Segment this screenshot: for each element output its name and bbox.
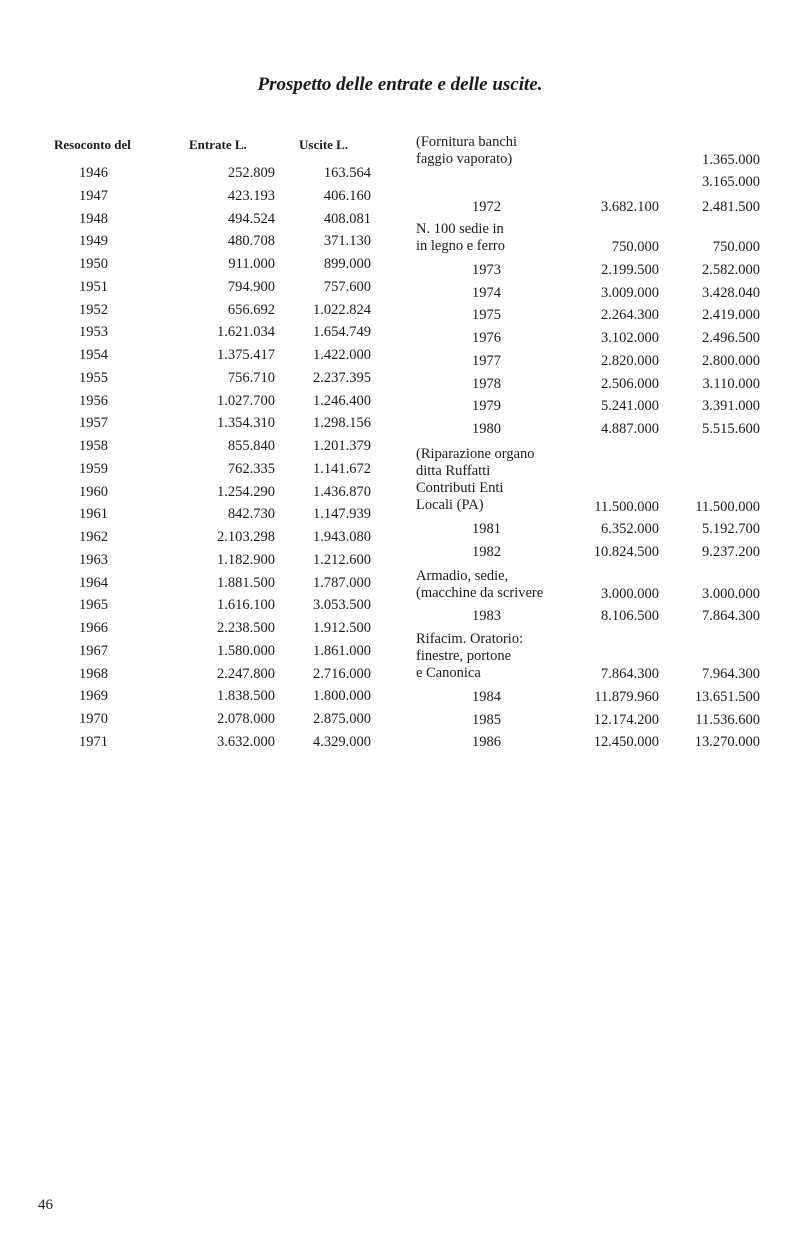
row-year: 1973 <box>472 262 501 278</box>
row-entrate: 8.106.500 <box>601 608 659 624</box>
row-uscite: 5.192.700 <box>702 521 760 537</box>
row-year: 1959 <box>79 460 108 477</box>
note-line: (macchine da scrivere <box>416 585 544 601</box>
table-row <box>0 233 400 255</box>
row-year: 1974 <box>472 284 501 301</box>
row-uscite: 1.436.870 <box>313 483 371 500</box>
row-entrate: 12.450.000 <box>593 734 659 750</box>
row-entrate: 3.009.000 <box>601 284 659 301</box>
row-uscite: 1.800.000 <box>313 688 371 705</box>
row-entrate: 855.840 <box>227 438 275 454</box>
row-year: 1980 <box>472 420 501 437</box>
row-year: 1982 <box>472 543 501 560</box>
table-row <box>0 211 400 233</box>
row-year: 1958 <box>79 438 108 454</box>
row-entrate: 3.102.000 <box>601 330 659 347</box>
row-uscite: 13.270.000 <box>694 734 760 750</box>
row-year: 1983 <box>472 608 501 624</box>
table-row <box>400 734 800 756</box>
row-year: 1986 <box>472 734 501 750</box>
row-uscite: 1.141.672 <box>313 460 371 477</box>
row-year: 1947 <box>79 187 108 204</box>
row-entrate: 2.264.300 <box>601 307 659 324</box>
table-row <box>400 199 800 221</box>
row-entrate: 3.682.100 <box>601 199 659 215</box>
table-row <box>400 689 800 711</box>
table-row <box>0 256 400 278</box>
row-entrate: 750.000 <box>611 239 659 255</box>
row-uscite: 1.861.000 <box>313 642 371 659</box>
table-row <box>0 597 400 619</box>
table-row <box>0 666 400 688</box>
row-year: 1979 <box>472 398 501 415</box>
row-entrate: 1.580.000 <box>217 642 275 659</box>
row-year: 1962 <box>79 529 108 545</box>
row-entrate: 6.352.000 <box>601 521 659 537</box>
row-year: 1978 <box>472 375 501 392</box>
table-row <box>400 262 800 284</box>
table-row <box>0 393 400 415</box>
row-uscite: 1.022.824 <box>313 301 371 318</box>
row-uscite: 406.160 <box>323 187 371 204</box>
note-sedie-values <box>400 239 800 261</box>
row-uscite: 2.875.000 <box>313 711 371 727</box>
row-year: 1961 <box>79 506 108 523</box>
table-row <box>400 608 800 630</box>
row-entrate: 842.730 <box>227 506 275 523</box>
page-title: Prospetto delle entrate e delle uscite. <box>257 74 543 95</box>
row-uscite: 9.237.200 <box>702 543 760 560</box>
row-year: 1968 <box>79 665 108 682</box>
note-line: finestre, portone <box>416 648 512 664</box>
row-year: 1949 <box>79 233 108 250</box>
row-entrate: 1.027.700 <box>217 392 275 409</box>
table-row <box>0 438 400 460</box>
table-row <box>0 620 400 642</box>
table-row <box>400 285 800 307</box>
note-line: Locali (PA) <box>416 497 484 513</box>
table-row <box>0 734 400 756</box>
header-entrate: Entrate L. <box>189 137 247 152</box>
row-year: 1970 <box>79 711 108 727</box>
table-row <box>0 415 400 437</box>
table-row <box>0 370 400 392</box>
row-entrate: 1.621.034 <box>217 324 275 341</box>
row-entrate: 11.500.000 <box>594 499 659 515</box>
row-uscite: 1.943.080 <box>313 529 371 545</box>
row-year: 1957 <box>79 415 108 432</box>
row-uscite: 3.000.000 <box>702 586 760 602</box>
row-entrate: 2.199.500 <box>601 262 659 278</box>
row-uscite: 7.964.300 <box>702 666 760 682</box>
row-entrate: 2.506.000 <box>601 375 659 392</box>
row-entrate: 1.182.900 <box>217 551 275 568</box>
row-year: 1969 <box>79 688 108 705</box>
row-entrate: 1.881.500 <box>217 574 275 591</box>
note-rifacimento-values <box>400 666 800 688</box>
row-entrate: 1.616.100 <box>217 597 275 614</box>
table-row <box>400 330 800 352</box>
page-number: 46 <box>38 1197 53 1213</box>
row-entrate: 7.864.300 <box>601 666 659 682</box>
row-uscite: 2.582.000 <box>702 262 760 278</box>
table-row <box>400 712 800 734</box>
table-row <box>0 347 400 369</box>
table-row <box>0 484 400 506</box>
row-entrate: 12.174.200 <box>593 711 659 728</box>
note-line: e Canonica <box>416 665 481 681</box>
row-entrate: 5.241.000 <box>601 398 659 415</box>
table-row <box>400 398 800 420</box>
table-row <box>0 165 400 187</box>
row-uscite: 899.000 <box>323 256 371 272</box>
row-entrate: 4.887.000 <box>601 420 659 437</box>
row-uscite: 3.053.500 <box>313 597 371 614</box>
row-year: 1964 <box>79 574 108 591</box>
row-uscite: 2.237.395 <box>313 369 371 386</box>
row-entrate: 423.193 <box>227 187 275 204</box>
table-row <box>0 643 400 665</box>
row-year: 1975 <box>472 307 501 324</box>
row-uscite: 3.391.000 <box>702 398 760 415</box>
note-line: Contributi Enti <box>416 480 504 496</box>
row-uscite: 11.500.000 <box>695 499 760 515</box>
row-uscite: 1.422.000 <box>313 347 371 363</box>
note-line: N. 100 sedie in <box>416 221 504 237</box>
row-entrate: 2.103.298 <box>217 529 275 545</box>
note-line: ditta Ruffatti <box>416 463 491 479</box>
row-year: 1953 <box>79 324 108 341</box>
row-entrate: 494.524 <box>227 210 275 227</box>
table-row <box>400 376 800 398</box>
row-entrate: 10.824.500 <box>593 543 659 560</box>
row-entrate: 3.000.000 <box>601 586 659 602</box>
row-year: 1954 <box>79 347 108 363</box>
row-uscite: 2.481.500 <box>702 199 760 215</box>
row-entrate: 480.708 <box>227 233 275 250</box>
table-row <box>400 521 800 543</box>
table-row <box>400 307 800 329</box>
row-entrate: 1.838.500 <box>217 688 275 705</box>
table-row <box>0 324 400 346</box>
row-uscite: 2.419.000 <box>702 307 760 324</box>
row-uscite: 13.651.500 <box>694 689 760 705</box>
row-uscite: 1.654.749 <box>313 324 371 341</box>
row-uscite: 757.600 <box>323 278 371 295</box>
note-line: Armadio, sedie, <box>416 568 509 584</box>
row-entrate: 1.254.290 <box>217 483 275 500</box>
table-row <box>0 461 400 483</box>
header-resoconto: Resoconto del <box>54 137 131 152</box>
row-uscite: 3.428.040 <box>702 284 760 301</box>
row-entrate: 2.238.500 <box>217 620 275 636</box>
row-uscite: 2.496.500 <box>702 330 760 347</box>
table-row <box>400 544 800 566</box>
row-year: 1971 <box>79 733 108 750</box>
row-uscite: 1.912.500 <box>313 620 371 636</box>
row-year: 1960 <box>79 483 108 500</box>
note-line: faggio vaporato) <box>416 151 513 167</box>
row-year: 1948 <box>79 210 108 227</box>
note-line: in legno e ferro <box>416 238 505 254</box>
row-year: 1956 <box>79 392 108 409</box>
row-year: 1946 <box>79 165 108 181</box>
row-year: 1951 <box>79 278 108 295</box>
row-year: 1984 <box>472 689 501 705</box>
table-row <box>0 711 400 733</box>
row-entrate: 11.879.960 <box>594 689 659 705</box>
row-uscite: 4.329.000 <box>313 733 371 750</box>
table-row <box>400 353 800 375</box>
row-year: 1966 <box>79 620 108 636</box>
row-entrate: 2.820.000 <box>601 352 659 369</box>
row-entrate: 762.335 <box>227 460 275 477</box>
table-row <box>0 575 400 597</box>
row-year: 1955 <box>79 369 108 386</box>
table-row <box>0 279 400 301</box>
row-year: 1950 <box>79 256 108 272</box>
row-uscite: 163.564 <box>323 165 371 181</box>
row-entrate: 911.000 <box>228 256 275 272</box>
header-uscite: Uscite L. <box>299 137 349 152</box>
table-row <box>400 421 800 443</box>
row-uscite: 11.536.600 <box>695 711 760 728</box>
note-fornitura-banchi <box>416 134 576 168</box>
row-uscite: 1.298.156 <box>313 415 371 432</box>
row-year: 1967 <box>79 642 108 659</box>
row-year: 1981 <box>472 521 501 537</box>
row-uscite: 1.147.939 <box>313 506 371 523</box>
row-year: 1977 <box>472 352 501 369</box>
table-row <box>0 188 400 210</box>
table-row <box>0 552 400 574</box>
table-row <box>0 529 400 551</box>
note-riparazione-values <box>400 499 800 521</box>
note-line: (Fornitura banchi <box>416 134 518 150</box>
note-line: Rifacim. Oratorio: <box>416 631 524 647</box>
row-uscite: 371.130 <box>323 233 371 250</box>
row-year: 1985 <box>472 711 501 728</box>
row-uscite: 7.864.300 <box>702 608 760 624</box>
row-uscite: 3.110.000 <box>702 375 760 392</box>
row-entrate: 2.078.000 <box>217 711 275 727</box>
row-year: 1963 <box>79 551 108 568</box>
note-fornitura-uscite: 1.365.000 <box>702 152 760 168</box>
row-uscite: 5.515.600 <box>702 420 760 437</box>
row-year: 1972 <box>472 199 501 215</box>
row-entrate: 2.247.800 <box>217 665 275 682</box>
note-line: (Riparazione organo <box>416 446 535 462</box>
table-row <box>0 506 400 528</box>
table-row <box>0 688 400 710</box>
row-uscite: 1.787.000 <box>313 574 371 591</box>
row-entrate: 252.809 <box>227 165 275 181</box>
row-entrate: 1.354.310 <box>217 415 275 432</box>
table-row <box>0 302 400 324</box>
note-armadio-values <box>400 586 800 608</box>
row-entrate: 3.632.000 <box>217 733 275 750</box>
row-entrate: 1.375.417 <box>217 347 275 363</box>
row-year: 1965 <box>79 597 108 614</box>
row-entrate: 794.900 <box>227 278 275 295</box>
row-entrate: 756.710 <box>227 369 275 386</box>
row-uscite: 408.081 <box>323 210 371 227</box>
row-uscite: 1.201.379 <box>313 438 371 454</box>
row-entrate: 656.692 <box>227 301 275 318</box>
row-uscite: 750.000 <box>712 239 760 255</box>
row-uscite: 1.246.400 <box>313 392 371 409</box>
row-uscite: 2.800.000 <box>702 352 760 369</box>
extra-uscite: 3.165.000 <box>702 174 760 190</box>
row-uscite: 2.716.000 <box>313 665 371 682</box>
row-year: 1976 <box>472 330 501 347</box>
row-uscite: 1.212.600 <box>313 551 371 568</box>
row-year: 1952 <box>79 301 108 318</box>
